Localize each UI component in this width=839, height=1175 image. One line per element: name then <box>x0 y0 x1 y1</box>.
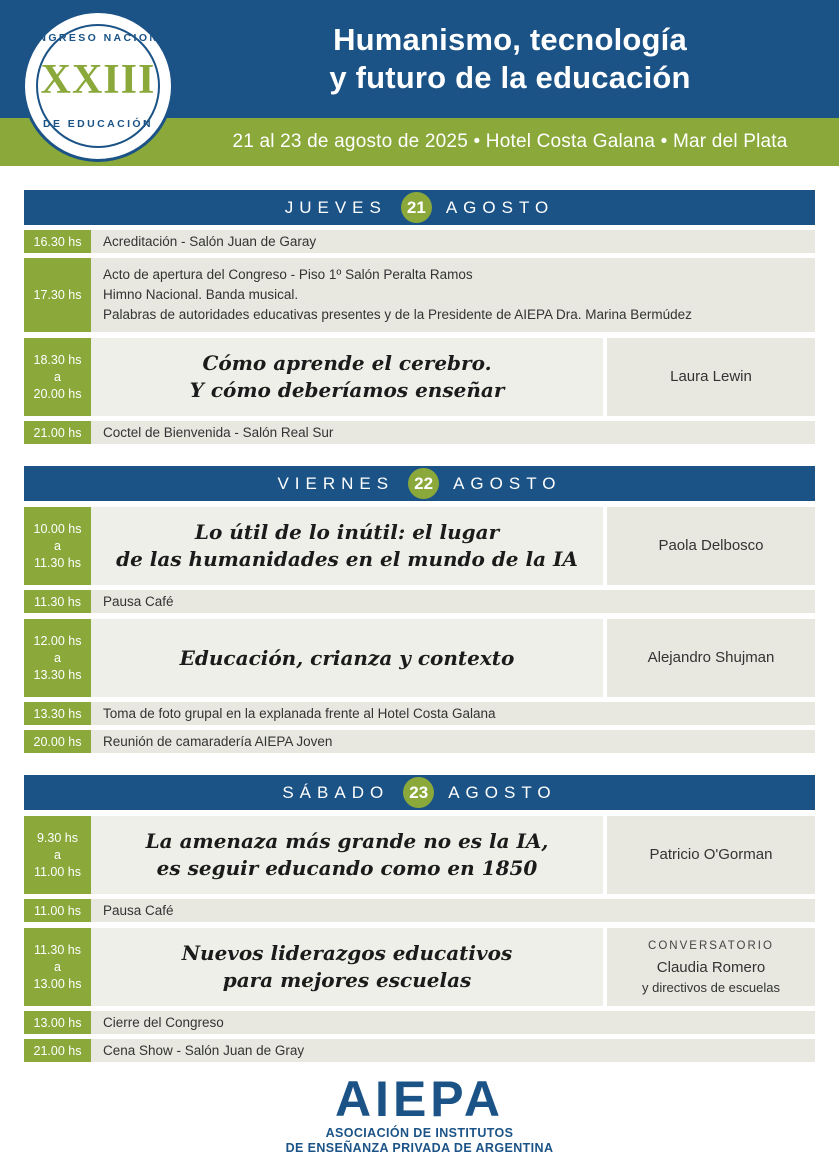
day-block-saturday <box>24 775 815 1062</box>
row-description: Toma de foto grupal en la explanada frente al Hotel Costa Galana <box>91 702 815 725</box>
talk-title-line-2: Y cómo deberíamos enseñar <box>189 378 505 402</box>
row-description: Pausa Café <box>91 899 815 922</box>
row-time: 21.00 hs <box>24 421 91 444</box>
talk-speaker <box>603 338 815 416</box>
day-name: JUEVES <box>284 197 387 217</box>
row-time: 20.00 hs <box>24 730 91 753</box>
row-time: 13.30 hs <box>24 702 91 725</box>
talk-title <box>91 507 603 585</box>
row-description-line: Acto de apertura del Congreso - Piso 1º Salón Peralta Ramos <box>103 267 473 282</box>
schedule-row <box>24 258 815 332</box>
day-block-thursday <box>24 190 815 444</box>
title-line-2: y futuro de la educación <box>329 60 691 95</box>
congress-seal-logo <box>14 6 182 166</box>
speaker-name: Laura Lewin <box>670 368 752 385</box>
talk-title-line-2: de las humanidades en el mundo de la IA <box>116 547 578 571</box>
row-description: Acreditación - Salón Juan de Garay <box>91 230 815 253</box>
schedule-row <box>24 899 815 922</box>
time-from: 10.00 hs <box>33 521 82 536</box>
time-to: 11.30 hs <box>33 555 82 570</box>
talk-title-line-2: es seguir educando como en 1850 <box>156 856 538 880</box>
time-separator: a <box>54 959 61 974</box>
title-line-1: Humanismo, tecnología <box>333 22 687 57</box>
schedule-talk-row <box>24 619 815 697</box>
row-description-line: Palabras de autoridades educativas presentes y de la Presidente de AIEPA Dra. Marina Bermúdez <box>103 307 692 322</box>
speaker-subtitle: y directivos de escuelas <box>641 980 780 995</box>
day-month: AGOSTO <box>448 782 557 802</box>
talk-title <box>91 338 603 416</box>
talk-title <box>91 816 603 894</box>
talk-title-line-2: para mejores escuelas <box>222 968 472 992</box>
talk-title <box>91 619 603 697</box>
day-block-friday <box>24 466 815 753</box>
talk-speaker <box>603 928 815 1006</box>
talk-speaker <box>603 816 815 894</box>
talk-title-line-1: La amenaza más grande no es la IA, <box>145 829 549 853</box>
aiepa-wordmark: AIEPA <box>334 1071 505 1127</box>
row-description: Reunión de camaradería AIEPA Joven <box>91 730 815 753</box>
row-time <box>24 507 91 585</box>
time-to: 13.30 hs <box>33 667 82 682</box>
day-month: AGOSTO <box>445 197 555 217</box>
row-time <box>24 928 91 1006</box>
schedule-talk-row <box>24 507 815 585</box>
row-time: 11.30 hs <box>24 590 91 613</box>
schedule-talk-row <box>24 928 815 1006</box>
time-separator: a <box>54 847 61 862</box>
row-description: Cierre del Congreso <box>91 1011 815 1034</box>
row-description <box>91 258 815 332</box>
talk-speaker <box>603 507 815 585</box>
day-number-badge: 21 <box>401 192 432 223</box>
row-time: 16.30 hs <box>24 230 91 253</box>
row-time <box>24 338 91 416</box>
time-to: 20.00 hs <box>33 386 82 401</box>
day-header-saturday <box>24 775 815 810</box>
speaker-name: Paola Delbosco <box>658 537 764 554</box>
row-description: Coctel de Bienvenida - Salón Real Sur <box>91 421 815 444</box>
row-description: Pausa Café <box>91 590 815 613</box>
schedule-row <box>24 730 815 753</box>
day-number-badge: 23 <box>403 777 434 808</box>
seal-arc-top-text: CONGRESO NACIONAL <box>17 32 179 44</box>
event-details-subtitle: 21 al 23 de agosto de 2025 • Hotel Costa Galana • Mar del Plata <box>232 131 788 152</box>
seal-roman-numeral: XXIII <box>40 57 156 103</box>
row-time: 13.00 hs <box>24 1011 91 1034</box>
schedule-row <box>24 590 815 613</box>
time-separator: a <box>54 650 61 665</box>
time-from: 12.00 hs <box>33 633 82 648</box>
speaker-name: Alejandro Shujman <box>647 649 775 666</box>
footer-logo <box>0 1072 839 1156</box>
schedule-talk-row <box>24 816 815 894</box>
schedule-row <box>24 1039 815 1062</box>
schedule-row <box>24 1011 815 1034</box>
schedule-row <box>24 702 815 725</box>
speaker-format-kicker: CONVERSATORIO <box>648 940 774 952</box>
day-header-friday <box>24 466 815 501</box>
talk-title <box>91 928 603 1006</box>
talk-title-line-1: Cómo aprende el cerebro. <box>202 351 492 375</box>
talk-speaker <box>603 619 815 697</box>
seal-arc-bottom-text: DE EDUCACIÓN <box>43 118 153 130</box>
schedule-talk-row <box>24 338 815 416</box>
speaker-name: Patricio O'Gorman <box>649 846 773 863</box>
day-name: VIERNES <box>277 473 395 493</box>
talk-title-line-1: Nuevos liderazgos educativos <box>181 941 513 965</box>
row-time <box>24 816 91 894</box>
schedule-row <box>24 421 815 444</box>
aiepa-tagline-line-1: ASOCIACIÓN DE INSTITUTOS <box>325 1126 514 1140</box>
row-time <box>24 619 91 697</box>
row-time: 11.00 hs <box>24 899 91 922</box>
talk-title-line-1: Educación, crianza y contexto <box>179 645 515 670</box>
time-separator: a <box>54 538 61 553</box>
time-to: 11.00 hs <box>33 864 82 879</box>
day-number-badge: 22 <box>408 468 439 499</box>
time-separator: a <box>54 369 61 384</box>
day-name: SÁBADO <box>282 782 390 802</box>
talk-title-line-1: Lo útil de lo inútil: el lugar <box>194 520 500 544</box>
row-description: Cena Show - Salón Juan de Gray <box>91 1039 815 1062</box>
day-month: AGOSTO <box>453 473 562 493</box>
time-from: 18.30 hs <box>33 352 82 367</box>
row-time: 17.30 hs <box>24 258 91 332</box>
poster-header <box>0 0 839 166</box>
time-from: 11.30 hs <box>33 942 82 957</box>
page-title <box>200 0 820 118</box>
row-description-line: Himno Nacional. Banda musical. <box>103 287 299 302</box>
speaker-name: Claudia Romero <box>656 959 766 976</box>
schedule <box>24 190 815 1084</box>
time-to: 13.00 hs <box>33 976 82 991</box>
row-time: 21.00 hs <box>24 1039 91 1062</box>
day-header-thursday <box>24 190 815 225</box>
aiepa-tagline-line-2: DE ENSEÑANZA PRIVADA DE ARGENTINA <box>285 1141 554 1155</box>
time-from: 9.30 hs <box>36 830 78 845</box>
schedule-row <box>24 230 815 253</box>
